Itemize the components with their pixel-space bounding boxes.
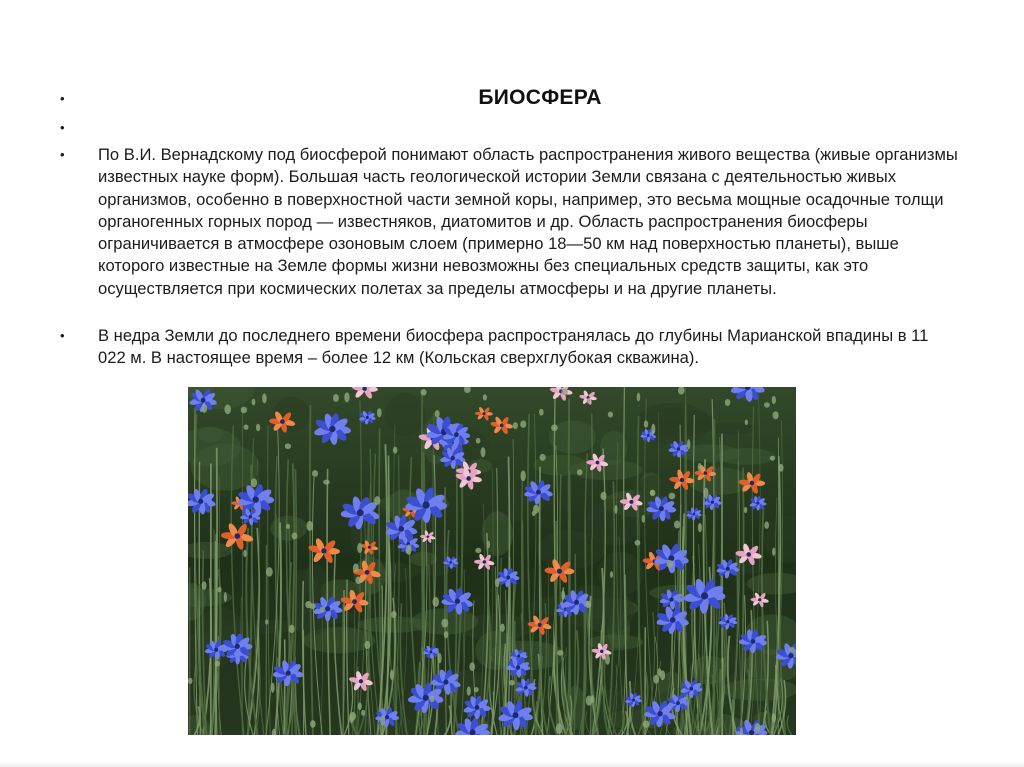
paragraph-1-bullet: • [60, 147, 65, 162]
paragraph-2-bullet: • [60, 328, 65, 343]
slide-bottom-edge [0, 761, 1024, 767]
empty-bullet: • [60, 120, 65, 135]
slide-title: БИОСФЕРА [478, 86, 602, 109]
meadow-illustration [188, 387, 796, 735]
paragraph-depth: В недра Земли до последнего времени биосфера распространялась до глубины Марианской впадины в 11 022 м. В настоящее время – более 12 км (Кольская сверхглубокая скважина). [98, 326, 929, 368]
paragraph-vernadsky: По В.И. Вернадскому под биосферой понимают область распространения живого вещества (живые организмы известных науке форм). Большая часть геологической истории Земли связана с деятельностью живых организмов, особенно в поверхностной части земной коры, например, это весьма мощные осадочные толщи органогенных горных пород — известняков, диатомитов и др. Область распространения биосферы ограничивается в атмосфере озоновым слоем (примерно 18—50 км над поверхностью планеты), выше которого известные на Земле формы жизни невозможны без специальных средств защиты, как это осуществляется при космических полетах за пределы атмосферы и на другие планеты. [98, 145, 958, 298]
title-bullet: • [60, 91, 65, 106]
cornflower-meadow-photo [188, 387, 796, 735]
